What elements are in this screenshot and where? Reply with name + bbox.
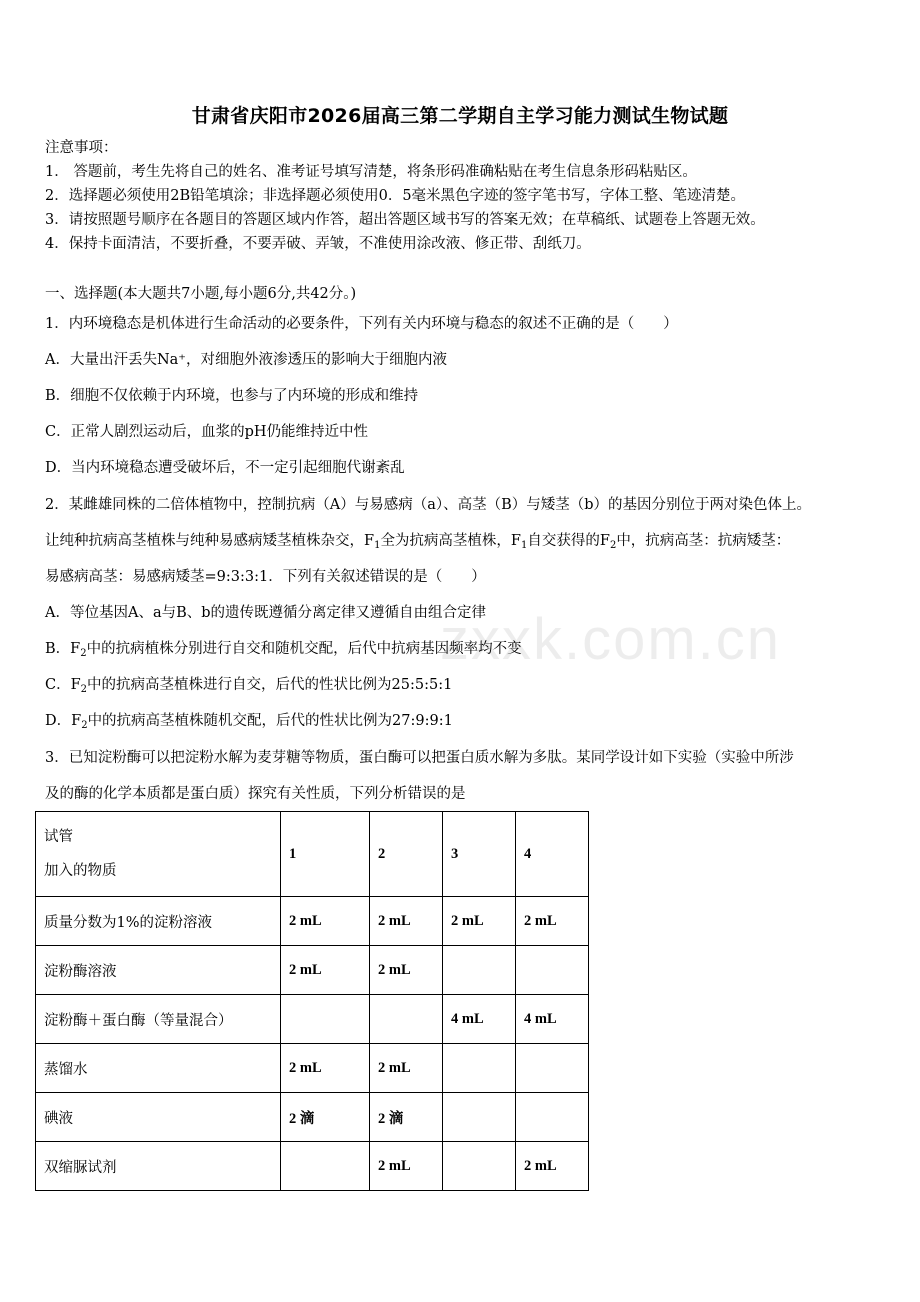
table-cell xyxy=(370,995,443,1044)
question-2-option-c: C．$F_2$中的抗病高茎植株进行自交，后代的性状比例为25:5:5:1 xyxy=(45,677,453,695)
column-header: 3 xyxy=(443,812,516,897)
table-cell: 2 mL xyxy=(281,897,370,946)
table-cell: 4 mL xyxy=(516,995,589,1044)
table-cell: 2 mL xyxy=(281,1044,370,1093)
notice-item: 1． 答题前，考生先将自己的姓名、准考证号填写清楚，将条形码准确粘贴在考生信息条形码粘贴区。 xyxy=(45,164,697,180)
question-3-stem-line1: 3．已知淀粉酶可以把淀粉水解为麦芽糖等物质，蛋白酶可以把蛋白质水解为多肽。某同学设计如下实验（实验中所涉 xyxy=(45,750,794,766)
table-row xyxy=(36,995,589,1044)
table-cell xyxy=(516,946,589,995)
notice-heading: 注意事项： xyxy=(45,140,118,156)
row-label: 碘液 xyxy=(36,1093,281,1142)
table-cell: 2 滴 xyxy=(370,1093,443,1142)
table-cell xyxy=(443,1044,516,1093)
notice-item: 3．请按照题号顺序在各题目的答题区域内作答，超出答题区域书写的答案无效；在草稿纸、试题卷上答题无效。 xyxy=(45,212,765,228)
table-cell: 2 mL xyxy=(443,897,516,946)
row-label: 蒸馏水 xyxy=(36,1044,281,1093)
question-2-option-a: A．等位基因A、a与B、b的遗传既遵循分离定律又遵循自由组合定律 xyxy=(45,605,487,621)
experiment-table xyxy=(35,811,589,1191)
table-row xyxy=(36,897,589,946)
question-2-option-b: B．$F_2$中的抗病植株分别进行自交和随机交配，后代中抗病基因频率均不变 xyxy=(45,641,522,659)
question-2-option-d: D．$F_2$中的抗病高茎植株随机交配，后代的性状比例为27:9:9:1 xyxy=(45,713,453,731)
table-cell xyxy=(281,995,370,1044)
table-cell xyxy=(443,946,516,995)
notice-item: 4．保持卡面清洁，不要折叠，不要弄破、弄皱，不准使用涂改液、修正带、刮纸刀。 xyxy=(45,236,591,252)
table-cell xyxy=(443,1093,516,1142)
column-header: 2 xyxy=(370,812,443,897)
table-cell xyxy=(516,1093,589,1142)
header-substance-label: 加入的物质 xyxy=(44,863,117,879)
question-2-stem-line2: 让纯种抗病高茎植株与纯种易感病矮茎植株杂交，$F_1$全为抗病高茎植株，$F_1$自交获得的$F_2$中，抗病高茎：抗病矮茎： xyxy=(45,533,791,551)
table-cell xyxy=(516,1044,589,1093)
header-tube-label: 试管 xyxy=(44,829,73,845)
page-title: 甘肃省庆阳市2026届高三第二学期自主学习能力测试生物试题 xyxy=(191,105,729,127)
row-label: 双缩脲试剂 xyxy=(36,1142,281,1191)
question-1-option-d: D．当内环境稳态遭受破坏后，不一定引起细胞代谢紊乱 xyxy=(45,460,405,476)
question-1-stem: 1．内环境稳态是机体进行生命活动的必要条件，下列有关内环境与稳态的叙述不正确的是（ ） xyxy=(45,316,678,332)
table-row xyxy=(36,946,589,995)
table-cell: 2 mL xyxy=(281,946,370,995)
question-1-option-b: B．细胞不仅依赖于内环境，也参与了内环境的形成和维持 xyxy=(45,388,419,404)
row-label: 质量分数为1%的淀粉溶液 xyxy=(36,897,281,946)
column-header: 4 xyxy=(516,812,589,897)
row-label: 淀粉酶溶液 xyxy=(36,946,281,995)
column-header: 1 xyxy=(281,812,370,897)
table-cell: 2 mL xyxy=(370,1044,443,1093)
table-cell: 2 mL xyxy=(516,1142,589,1191)
table-cell: 2 滴 xyxy=(281,1093,370,1142)
table-cell: 4 mL xyxy=(443,995,516,1044)
table-row xyxy=(36,1142,589,1191)
question-1-option-a: A．大量出汗丢失Na⁺，对细胞外液渗透压的影响大于细胞内液 xyxy=(45,352,447,368)
table-cell: 2 mL xyxy=(370,897,443,946)
table-header-cell xyxy=(36,812,281,897)
question-2-stem-line1: 2．某雌雄同株的二倍体植物中，控制抗病（A）与易感病（a）、高茎（B）与矮茎（b）的基因分别位于两对染色体上。 xyxy=(45,497,812,513)
section-heading: 一、选择题(本大题共7小题,每小题6分,共42分。) xyxy=(45,286,357,302)
table-cell: 2 mL xyxy=(370,1142,443,1191)
table-row xyxy=(36,1044,589,1093)
table-cell: 2 mL xyxy=(370,946,443,995)
table-cell: 2 mL xyxy=(516,897,589,946)
table-row xyxy=(36,1093,589,1142)
question-2-stem-line3: 易感病高茎：易感病矮茎=9:3:3:1．下列有关叙述错误的是（ ） xyxy=(45,569,486,585)
table-cell xyxy=(443,1142,516,1191)
watermark: zxxk.com.cn xyxy=(440,607,782,672)
table-cell xyxy=(281,1142,370,1191)
question-1-option-c: C．正常人剧烈运动后，血浆的pH仍能维持近中性 xyxy=(45,424,369,440)
question-3-stem-line2: 及的酶的化学本质都是蛋白质）探究有关性质，下列分析错误的是 xyxy=(45,786,466,802)
table-header-row xyxy=(36,812,589,897)
row-label: 淀粉酶＋蛋白酶（等量混合） xyxy=(36,995,281,1044)
notice-item: 2．选择题必须使用2B铅笔填涂；非选择题必须使用0．5毫米黑色字迹的签字笔书写，字体工整、笔迹清楚。 xyxy=(45,188,746,204)
